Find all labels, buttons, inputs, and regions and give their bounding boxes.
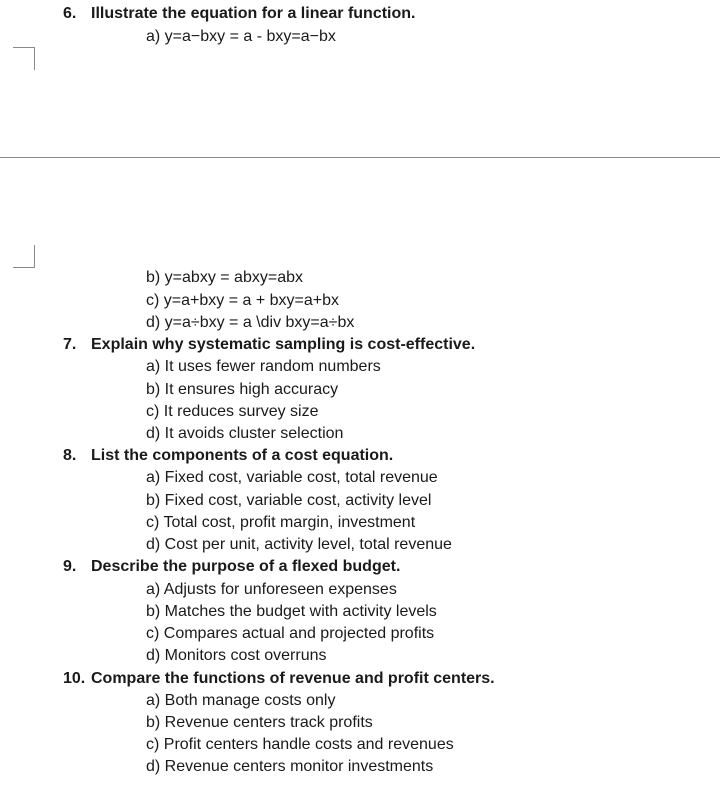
- question-number: 8.: [63, 447, 77, 464]
- question-text: Illustrate the equation for a linear function.: [91, 5, 416, 22]
- question-text: Compare the functions of revenue and profit centers.: [91, 670, 495, 687]
- question-6: [63, 4, 415, 24]
- question-10-option-b: b) Revenue centers track profits: [146, 714, 373, 731]
- question-8-option-a: a) Fixed cost, variable cost, total revenue: [146, 469, 438, 486]
- question-8-option-c: c) Total cost, profit margin, investment: [146, 514, 416, 531]
- question-9-option-a: a) Adjusts for unforeseen expenses: [146, 581, 397, 598]
- question-7-option-a: a) It uses fewer random numbers: [146, 358, 381, 375]
- question-number: 6.: [63, 5, 77, 22]
- question-number: 10.: [63, 670, 86, 687]
- question-7-option-d: d) It avoids cluster selection: [146, 425, 344, 442]
- question-text: Describe the purpose of a flexed budget.: [91, 558, 401, 575]
- question-10-option-a: a) Both manage costs only: [146, 692, 336, 709]
- page-break-line: [0, 157, 720, 158]
- question-10-option-d: d) Revenue centers monitor investments: [146, 758, 434, 775]
- question-8-option-b: b) Fixed cost, variable cost, activity level: [146, 492, 432, 509]
- question-8: [63, 446, 393, 466]
- question-text: List the components of a cost equation.: [91, 447, 394, 464]
- question-10: [63, 669, 495, 689]
- question-8-option-d: d) Cost per unit, activity level, total revenue: [146, 536, 452, 553]
- question-9-option-b: b) Matches the budget with activity levels: [146, 603, 437, 620]
- question-7-option-b: b) It ensures high accuracy: [146, 381, 339, 398]
- question-7: [63, 335, 475, 355]
- page-corner-mark-bottom: [13, 245, 35, 268]
- page-corner-mark-top: [13, 47, 35, 70]
- question-6-option-a: a) y=a−bxy = a - bxy=a−bx: [146, 28, 336, 45]
- question-6-option-d: d) y=a÷bxy = a \div bxy=a÷bx: [146, 314, 355, 331]
- question-number: 9.: [63, 558, 77, 575]
- question-6-option-b: b) y=abxy = abxy=abx: [146, 269, 303, 286]
- question-9: [63, 557, 400, 577]
- question-number: 7.: [63, 336, 77, 353]
- question-9-option-c: c) Compares actual and projected profits: [146, 625, 435, 642]
- question-7-option-c: c) It reduces survey size: [146, 403, 319, 420]
- question-text: Explain why systematic sampling is cost-effective.: [91, 336, 476, 353]
- question-9-option-d: d) Monitors cost overruns: [146, 647, 327, 664]
- question-6-option-c: c) y=a+bxy = a + bxy=a+bx: [146, 292, 340, 309]
- question-10-option-c: c) Profit centers handle costs and revenues: [146, 736, 454, 753]
